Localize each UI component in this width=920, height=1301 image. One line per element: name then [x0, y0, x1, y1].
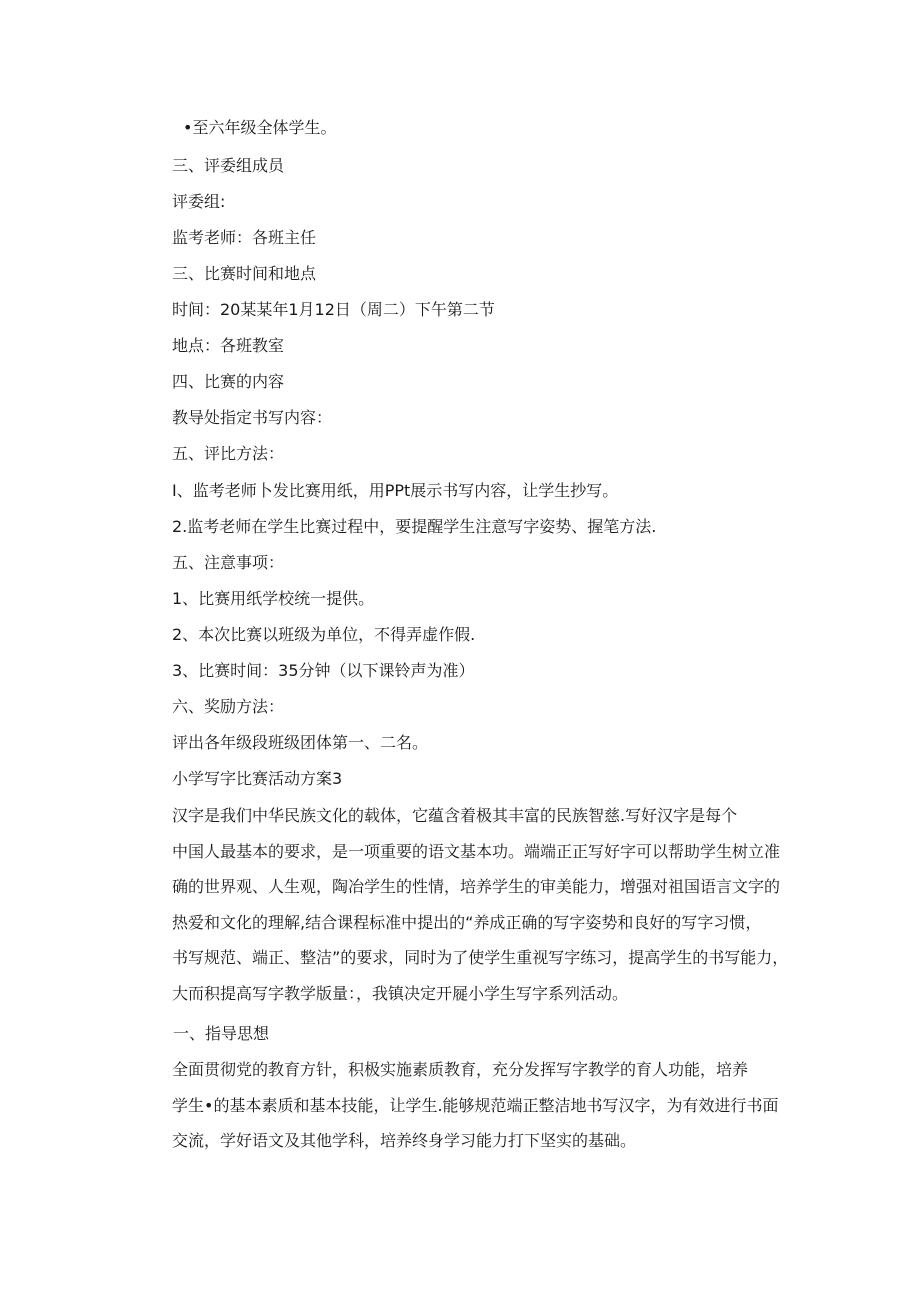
paragraph-line: 全面贯彻党的教育方针，积极实施素质教育，充分发挥写字教学的育人功能，培养: [172, 1060, 749, 1079]
document-title: 小学写字比赛活动方案3: [172, 769, 343, 788]
list-item: 2.监考老师在学生比赛过程中，要提醒学生注意写字姿势、握笔方法.: [172, 517, 657, 536]
paragraph-line: 热爱和文化的理解,结合课程标准中提出的“养成正确的写字姿势和良好的写字习惯，: [172, 912, 762, 932]
section-heading: 四、比赛的内容: [172, 372, 285, 391]
text-line: 监考老师：各班主任: [172, 228, 317, 247]
paragraph-guiding-thought: [172, 1052, 782, 1159]
section-heading: 五、注意事项：: [172, 553, 285, 572]
paragraph-line: 书写规范、端正、整洁”的要求，同时为了使学生重视写字练习，提高学生的书写能力，: [172, 948, 789, 968]
list-item: 1、比赛用纸学校统一提供。: [172, 589, 375, 608]
section-heading: 一、指导思想: [173, 1024, 270, 1043]
paragraph-intro: [172, 798, 789, 1012]
section-heading: 六、奖励方法：: [172, 697, 285, 716]
section-heading: 三、评委组成员: [172, 156, 285, 175]
paragraph-line: 确的世界观、人生观，陶冶学生的性情，培养学生的审美能力，增强对祖国语言文字的: [172, 877, 781, 897]
text-line: 教导处指定书写内容：: [172, 408, 333, 427]
text-line: 评出各年级段班级团体第一、二名。: [172, 733, 429, 752]
text-line: 时间：20某某年1月12日（周二）下午第二节: [172, 300, 495, 319]
paragraph-line: 交流，学好语文及其他学科，培养终身学习能力打下坚实的基础。: [172, 1131, 637, 1151]
paragraph-line: 学生•的基本素质和基本技能，让学生.能够规范端正整洁地书写汉字，为有效进行书面: [172, 1095, 779, 1115]
text-line: 评委组:: [172, 192, 226, 211]
paragraph-line: 汉字是我们中华民族文化的载体，它蕴含着极其丰富的民族智慈.写好汉字是每个: [172, 806, 738, 825]
section-heading: 三、比赛时间和地点: [172, 264, 317, 283]
text-line: •至六年级全体学生。: [183, 118, 337, 137]
section-heading: 五、评比方法：: [172, 444, 285, 463]
list-item: 3、比赛时间：35分钟（以下课铃声为准）: [172, 661, 475, 680]
list-item: I、监考老师卜发比赛用纸，用PPt展示书写内容，让学生抄写。: [172, 481, 619, 500]
paragraph-line: 中国人最基本的要求，是一项重要的语文基本功。端端正正写好字可以帮助学生树立准: [172, 841, 781, 861]
paragraph-line: 大而积提高写字教学版量：，我镇决定开屣小学生写字系列活动。: [172, 983, 629, 1003]
text-line: 地点：各班教室: [172, 336, 285, 355]
list-item: 2、本次比赛以班级为单位，不得弄虚作假.: [172, 625, 476, 644]
